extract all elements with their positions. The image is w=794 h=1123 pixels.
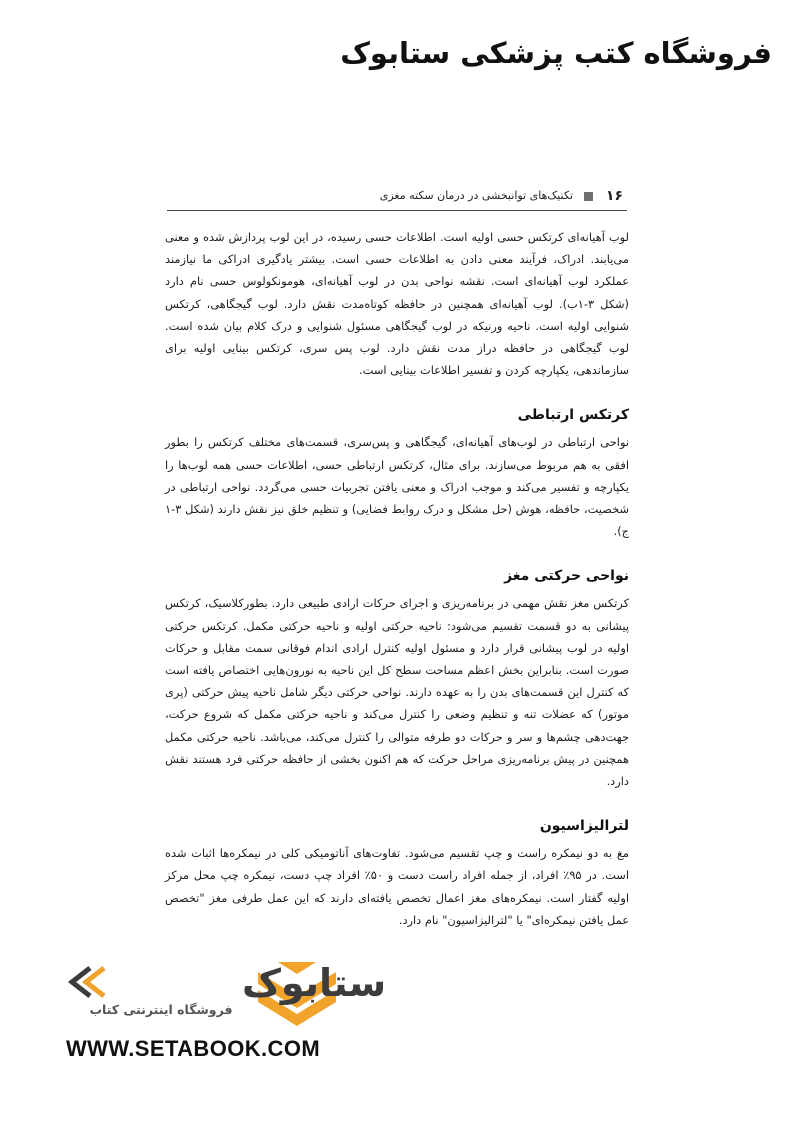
- intro-paragraph: لوب آهیانه‌ای کرتکس حسی اولیه است. اطلاعات حسی رسیده، در این لوب پردازش شده و معنی می‌یابند. ادراک، فرآیند معنی دادن به اطلاعات حسی است. بیشتر یادگیری ادراکی ما نیازمند عملکرد لوب آهیانه‌ای است. نقشه نواحی بدن در لوب آهیانه‌ای، هومونکولوس حسی نام دارد (شکل ۳-۱ب). لوب آهیانه‌ای همچنین در حافظه کوتاه‌مدت نقش دارد. لوب گیجگاهی، کرتکس شنوایی اولیه است. ناحیه ورنیکه در لوب گیجگاهی مسئول شنوایی و درک کلام بیان شده است. لوب گیجگاهی در حافظه دراز مدت نقش دارد. لوب پس سری، کرتکس بینایی اولیه برای سازماندهی، یکپارچه کردن و تفسیر اطلاعات بینایی است.: [165, 230, 629, 378]
- section-heading-lateralization: لترالیزاسیون: [539, 818, 629, 835]
- motor-areas-paragraph: کرتکس مغز نقش مهمی در برنامه‌ریزی و اجرای حرکات ارادی طبیعی دارد. بطورکلاسیک، کرتکس پیشانی به دو قسمت تقسیم می‌شود: ناحیه حرکتی اولیه و ناحیه حرکتی مکمل. کرتکس حرکتی اولیه در لوب پیشانی قرار دارد و مسئول اولیه کنترل ارادی اندام فوقانی سمت مقابل و حرکات صورت است. بنابراین بخش اعظم مساحت سطح کل این ناحیه به نورون‌هایی اختصاص یافته است که کنترل این قسمت‌های بدن را به عهده دارند. نواحی حرکتی دیگر شامل ناحیه پیش حرکتی (پری موتور) که عضلات تنه و تنظیم وضعی را کنترل می‌کند و ناحیه حرکتی مکمل که شروع حرکت، جهت‌دهی چشم‌ها و سر و حرکات دو طرفه متوالی را کنترل می‌کند، می‌باشد. ناحیه حرکتی مکمل همچنین در پیش برنامه‌ریزی مراحل حرکت که هم اکنون بخشی از حافظه حرکتی فرد هستند نقش دارد.: [165, 596, 629, 789]
- page-body: [165, 226, 629, 931]
- website-url: WWW.SETABOOK.COM: [66, 1036, 321, 1061]
- store-title: فروشگاه کتب پزشکی ستابوک: [340, 36, 772, 70]
- brand-wordmark-text: ستابوک: [242, 961, 387, 1005]
- header-square-marker: [584, 192, 593, 201]
- section-heading-motor-areas: نواحی حرکتی مغز: [504, 568, 629, 585]
- running-header-title: تکنیک‌های توانبخشی در درمان سکته مغزی: [379, 189, 573, 202]
- page-number: ۱۶: [605, 188, 623, 204]
- lateralization-paragraph: مغ به دو نیمکره راست و چپ تقسیم می‌شود. تفاوت‌های آناتومیکی کلی در نیمکره‌ها اثبات شده است. در ۹۵٪ افراد، از جمله افراد راست دست و ۵۰٪ افراد چپ دست، نیمکره چپ محل مرکز اولیه گفتار است. نیمکره‌های مغز اعمال تخصص یافته‌ای دارند که این عمل طرفی مغز "تخصص عمل یافتن نیمکره‌ای" یا "لترالیزاسیون" نام دارد.: [165, 846, 629, 927]
- running-header: [167, 186, 627, 211]
- association-cortex-paragraph: نواحی ارتباطی در لوب‌های آهیانه‌ای، گیجگاهی و پس‌سری، قسمت‌های مختلف کرتکس را بطور افقی به هم مربوط می‌سازند. برای مثال، کرتکس ارتباطی حسی، اطلاعات حسی همه لوب‌ها را یکپارچه و تفسیر می‌کند و موجب ادراک و معنی یافتن تجربیات حسی می‌گردد. نواحی ارتباطی در شخصیت، حافظه، هوش (حل مشکل و درک روابط فضایی) و تنظیم خلق نیز نقش دارند (شکل ۳-۱ ج).: [165, 435, 629, 539]
- logo-tagline: فروشگاه اینترنتی کتاب: [89, 1002, 233, 1017]
- setabook-logo: [66, 958, 387, 1068]
- section-heading-association-cortex: کرتکس ارتباطی: [517, 407, 629, 424]
- brand-wordmark-icon: [66, 958, 387, 1008]
